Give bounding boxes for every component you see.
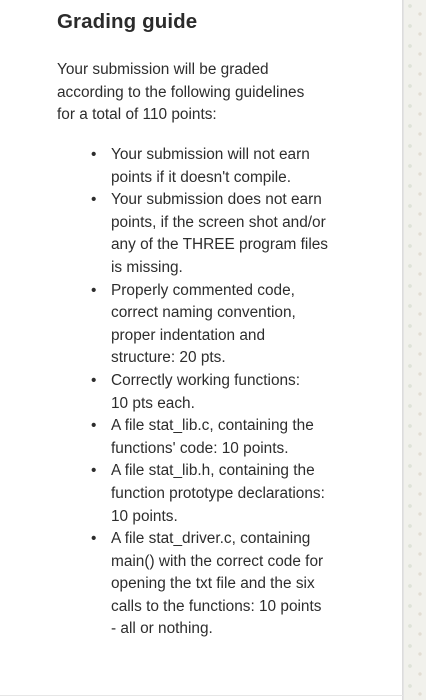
guideline-line: is missing. — [111, 258, 183, 276]
guideline-line: correct naming convention, — [111, 304, 296, 322]
bullet-icon: • — [91, 417, 97, 435]
bullet-icon: • — [91, 530, 97, 548]
guideline-stat-driver-c — [91, 528, 373, 641]
guideline-line: functions' code: 10 points. — [111, 439, 289, 457]
bullet-icon: • — [91, 371, 97, 389]
intro-line: Your submission will be graded — [57, 61, 269, 78]
page-title: Grading guide — [57, 10, 198, 33]
guideline-line: points, if the screen shot and/or — [111, 213, 326, 231]
guideline-line: A file stat_lib.c, containing the — [111, 417, 314, 435]
guideline-code-style — [91, 280, 373, 370]
guideline-line: A file stat_lib.h, containing the — [111, 462, 315, 480]
intro-line: for a total of 110 points: — [57, 106, 217, 124]
guidelines-list — [91, 144, 373, 641]
guideline-line: opening the txt file and the six — [111, 575, 315, 593]
guideline-line: 10 points. — [111, 507, 178, 525]
guideline-line: structure: 20 pts. — [111, 349, 226, 367]
bullet-icon: • — [91, 462, 97, 480]
bullet-icon: • — [91, 191, 97, 209]
intro-line: according to the following guidelines — [57, 83, 305, 101]
guideline-missing-files — [91, 189, 373, 279]
guideline-functions — [91, 370, 373, 415]
guideline-line: Correctly working functions: — [111, 371, 301, 389]
guideline-line: calls to the functions: 10 points — [111, 597, 322, 615]
guideline-stat-lib-c — [91, 415, 373, 460]
guideline-line: proper indentation and — [111, 326, 266, 344]
bullet-icon: • — [91, 146, 97, 163]
bullet-icon: • — [91, 281, 97, 299]
side-decorative-strip — [403, 0, 426, 700]
guideline-line: main() with the correct code for — [111, 552, 324, 570]
guideline-line: Your submission will not earn — [111, 146, 310, 163]
guideline-line: Properly commented code, — [111, 281, 295, 299]
guideline-stat-lib-h — [91, 460, 373, 528]
guideline-line: - all or nothing. — [111, 620, 213, 638]
guideline-line: 10 pts each. — [111, 394, 195, 412]
guideline-compile — [91, 144, 373, 189]
guideline-line: Your submission does not earn — [111, 191, 322, 209]
bottom-divider — [0, 695, 403, 696]
guideline-line: A file stat_driver.c, containing — [111, 530, 311, 548]
intro-paragraph — [57, 59, 357, 127]
guideline-line: points if it doesn't compile. — [111, 168, 292, 186]
guideline-line: any of the THREE program files — [111, 236, 328, 254]
guideline-line: function prototype declarations: — [111, 484, 325, 502]
